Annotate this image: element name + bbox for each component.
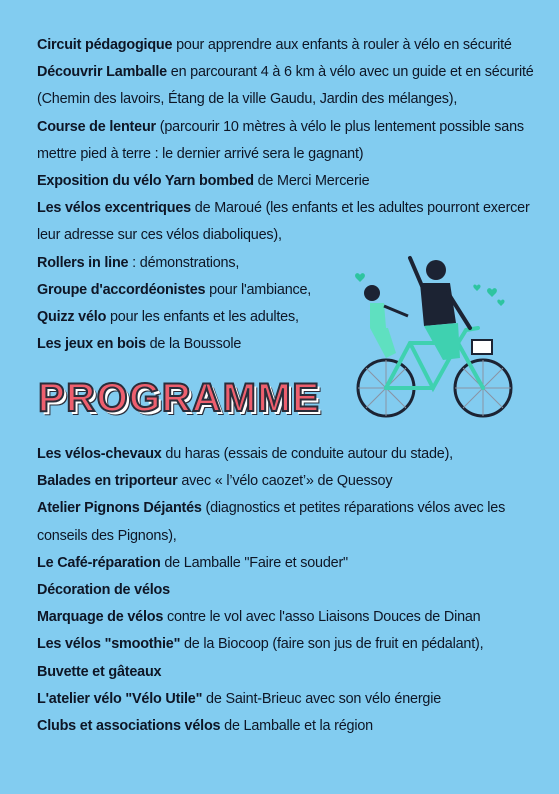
activity-name: Buvette et gâteaux <box>37 663 162 680</box>
activity-name: Course de lenteur <box>37 118 156 135</box>
activity-name: Exposition du vélo Yarn bombed <box>37 173 254 190</box>
activity-item <box>37 577 537 604</box>
activity-name: Décoration de vélos <box>37 582 170 599</box>
tandem-bicycle-illustration <box>348 248 518 423</box>
activity-description: de la Biocoop (faire son jus de fruit en pédalant), <box>180 636 484 653</box>
activity-description: de Merci Mercerie <box>253 173 370 190</box>
activity-description: en parcourant 4 à 6 km à vélo avec un guide et en sécurité (Chemin des lavoirs, Étang de la ville Gaudu, Jardin des mélanges), <box>37 64 534 108</box>
activity-name: Balades en triporteur <box>37 473 178 490</box>
activity-description: du haras (essais de conduite autour du stade), <box>161 446 453 462</box>
activity-name: Clubs et associations vélos <box>37 718 221 735</box>
activity-item <box>37 468 537 495</box>
activity-item <box>37 32 537 59</box>
activity-item <box>37 686 537 713</box>
activity-item <box>37 659 537 686</box>
activity-name: Les jeux en bois <box>37 336 146 353</box>
activity-name: Les vélos excentriques <box>37 200 191 217</box>
activity-description: contre le vol avec l'asso Liaisons Douces de Dinan <box>163 609 481 626</box>
activity-name: Quizz vélo <box>37 309 107 326</box>
activity-item <box>37 713 537 740</box>
activity-description: de la Boussole <box>145 336 242 353</box>
activity-description: pour l'ambiance, <box>205 281 312 298</box>
activity-item <box>37 550 537 577</box>
activity-name: Rollers in line <box>37 254 129 271</box>
activity-item <box>37 604 537 631</box>
activity-item <box>37 59 537 113</box>
activity-name: Le Café-réparation <box>37 554 161 571</box>
activities-list-bottom <box>37 441 537 740</box>
activity-name: Les vélos-chevaux <box>37 446 162 462</box>
activity-description: avec « l’vélo caozet’» de Quessoy <box>177 473 393 490</box>
programme-title: PROGRAMME <box>38 376 321 420</box>
activity-item <box>37 495 537 549</box>
activity-name: L'atelier vélo "Vélo Utile" <box>37 690 203 707</box>
activity-item <box>37 631 537 658</box>
activity-description: pour apprendre aux enfants à rouler à vélo en sécurité <box>172 37 512 53</box>
activity-name: Les vélos "smoothie" <box>37 636 181 653</box>
activity-item <box>37 195 537 249</box>
activity-description: (diagnostics et petites réparations vélos avec les conseils des Pignons), <box>37 500 506 544</box>
activity-name: Groupe d'accordéonistes <box>37 281 206 298</box>
activity-name: Marquage de vélos <box>37 609 164 626</box>
activity-name: Circuit pédagogique <box>37 37 173 53</box>
activity-name: Découvrir Lamballe <box>37 64 167 81</box>
activity-description: de Saint-Brieuc avec son vélo énergie <box>202 690 442 707</box>
activity-item <box>37 441 537 468</box>
activity-description: de Maroué (les enfants et les adultes pourront exercer leur adresse sur ces vélos diaboliques), <box>37 200 530 244</box>
activity-description: (parcourir 10 mètres à vélo le plus lentement possible sans mettre pied à terre : le dernier arrivé sera le gagnant) <box>37 118 524 162</box>
activity-description: pour les enfants et les adultes, <box>106 309 299 326</box>
activity-item <box>37 168 537 195</box>
activity-item <box>37 114 537 168</box>
activity-description: : démonstrations, <box>128 254 240 271</box>
activity-description: de Lamballe "Faire et souder" <box>160 554 348 571</box>
activity-description: de Lamballe et la région <box>220 718 373 735</box>
activity-name: Atelier Pignons Déjantés <box>37 500 202 517</box>
